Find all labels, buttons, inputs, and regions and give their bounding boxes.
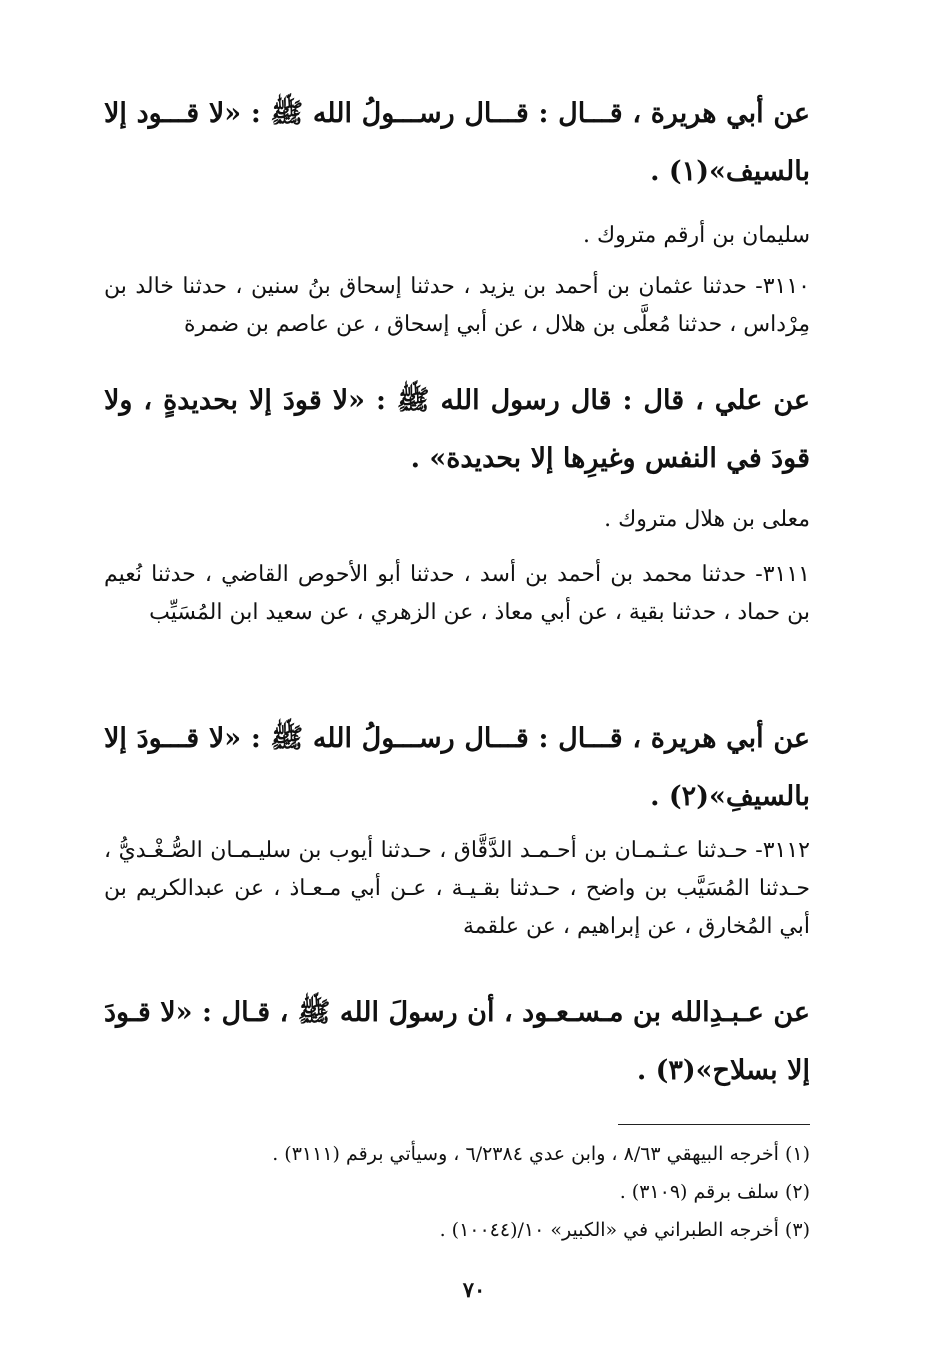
isnad-3112: ٣١١٢- حـدثنا عـثـمـان بن أحـمـد الدَّقَّاق ، حـدثنا أيوب بن سليـمـان الصُّـغْـديُّ ، حـدثنا المُسَيَّب بن واضح ، حـدثنا بقـيـة ، عـن أبي مـعـاذ ، عن عبدالكريم بن أبي المُخارق ، عن إبراهيم ، عن علقمة xyxy=(104,838,810,939)
page-number: ٧٠ xyxy=(462,1277,486,1302)
footnote-2: (٢) سلف برقم (٣١٠٩) . xyxy=(619,1181,810,1203)
hadith-text-3: عن أبي هريرة ، قـــال : قـــال رســـولُ الله ﷺ : «لا قـــودَ إلا بالسيفِ»(٢) . xyxy=(104,723,810,812)
isnad-3110: ٣١١٠- حدثنا عثمان بن أحمد بن يزيد ، حدثنا إسحاق بنُ سنين ، حدثنا خالد بن مِرْداس ، حدثنا مُعلَّى بن هلال ، عن أبي إسحاق ، عن عاصم بن ضمرة xyxy=(104,274,810,337)
hadith-text-4: عن عـبـدِالله بن مـسـعـود ، أن رسولَ الله ﷺ ، قـال : «لا قـودَ إلا بسلاح»(٣) . xyxy=(104,997,810,1086)
hadith-text-2: عن علي ، قال : قال رسول الله ﷺ : «لا قودَ إلا بحديدةٍ ، ولا قودَ في النفس وغيرِها إلا بحديدة» . xyxy=(104,385,810,474)
footnote-3: (٣) أخرجه الطبراني في «الكبير» ١٠/(١٠٠٤٤) . xyxy=(439,1219,810,1241)
hadith-text-1: عن أبي هريرة ، قـــال : قـــال رســـولُ الله ﷺ : «لا قـــود إلا بالسيف»(١) . xyxy=(104,98,810,187)
footnotes xyxy=(104,1135,810,1249)
footnote-separator xyxy=(618,1124,810,1125)
isnad-3111: ٣١١١- حدثنا محمد بن أحمد بن أسد ، حدثنا أبو الأحوص القاضي ، حدثنا نُعيم بن حماد ، حدثنا بقية ، عن أبي معاذ ، عن الزهري ، عن سعيد ابن المُسَيِّب xyxy=(104,562,810,625)
narrator-note-1: سليمان بن أرقم متروك . xyxy=(583,223,810,248)
footnote-1: (١) أخرجه البيهقي ٨/٦٣ ، وابن عدي ٦/٢٣٨٤ ، وسيأتي برقم (٣١١١) . xyxy=(272,1143,810,1165)
narrator-note-2: معلى بن هلال متروك . xyxy=(604,507,810,532)
